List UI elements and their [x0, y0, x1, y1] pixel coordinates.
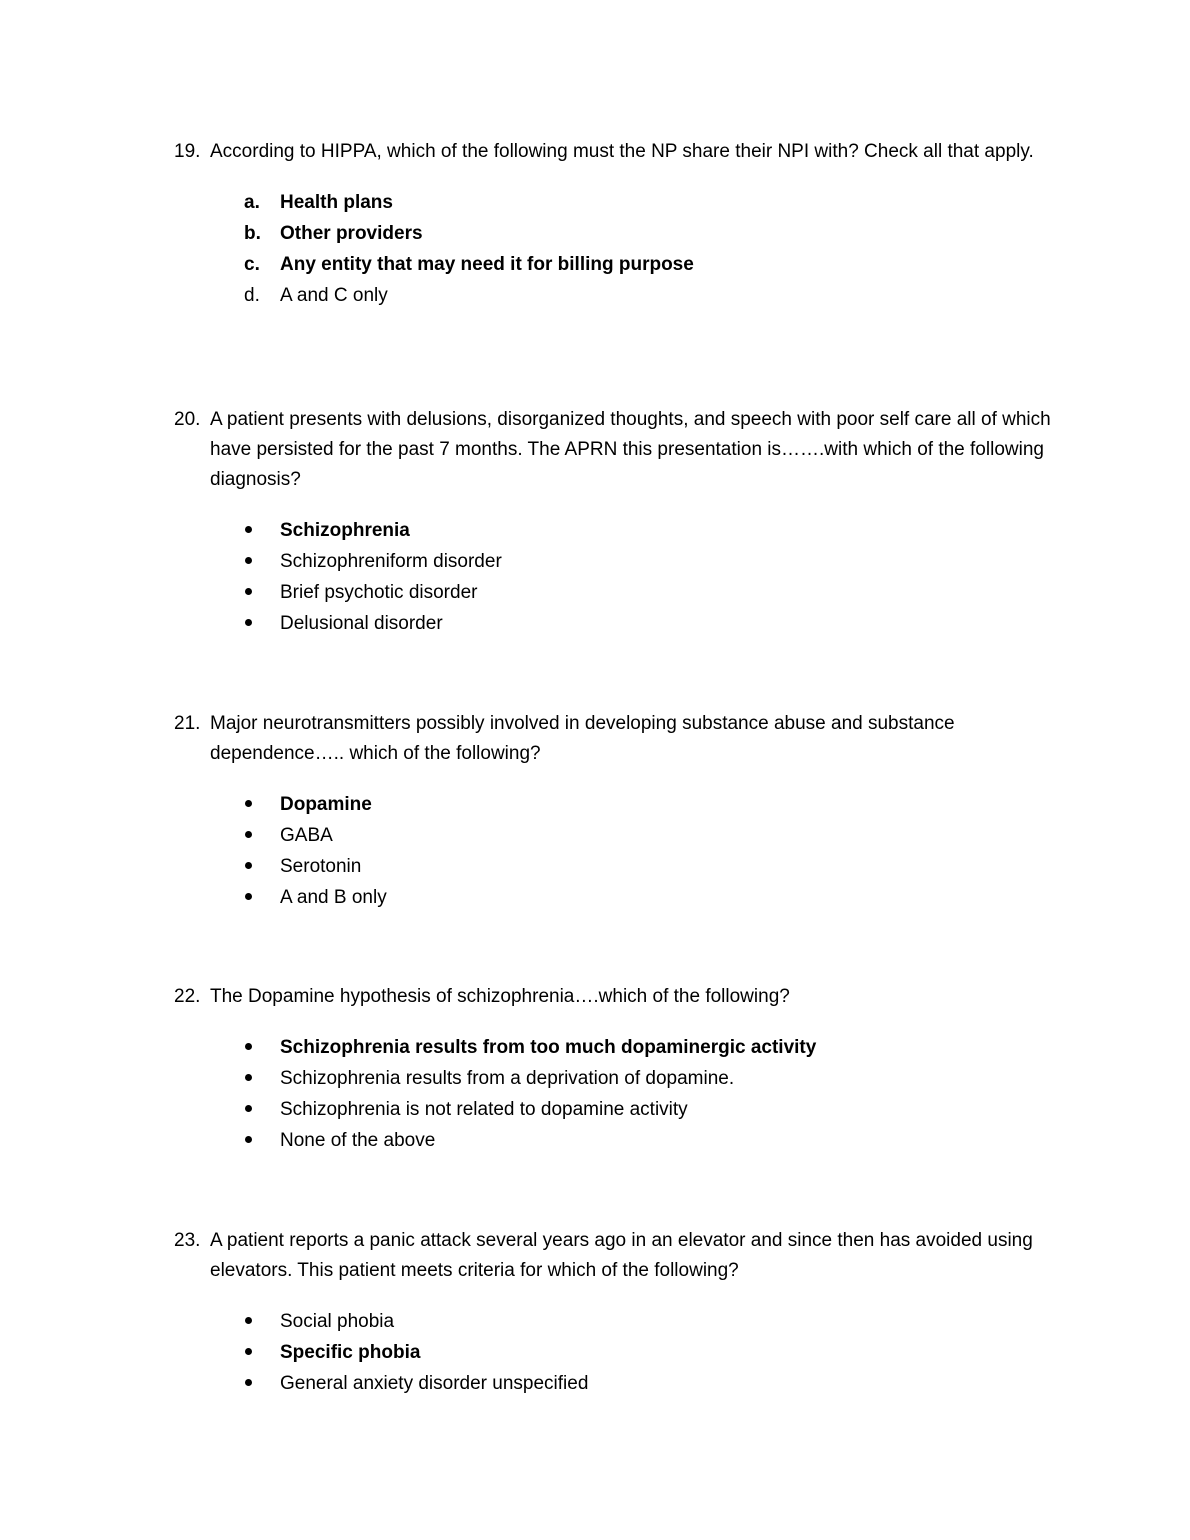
bullet-icon — [244, 1125, 280, 1156]
option-list — [244, 515, 1074, 639]
option-text: Serotonin — [280, 856, 362, 877]
question-text: According to HIPPA, which of the following must the NP share their NPI with? Check all that apply. — [210, 141, 1034, 162]
option-item — [244, 1094, 1074, 1125]
option-d — [244, 280, 1074, 311]
option-item — [244, 1063, 1074, 1094]
option-item — [244, 820, 1074, 851]
option-item — [244, 1125, 1074, 1156]
option-text: Schizophrenia results from too much dopaminergic activity — [280, 1037, 817, 1058]
option-c — [244, 249, 1074, 280]
bullet-icon — [244, 882, 280, 913]
question-stem — [174, 709, 1074, 769]
option-item — [244, 789, 1074, 820]
option-text: Social phobia — [280, 1311, 395, 1332]
option-text: A and B only — [280, 887, 387, 908]
option-text: General anxiety disorder unspecified — [280, 1373, 589, 1394]
option-text: Delusional disorder — [280, 613, 443, 634]
option-letter: c. — [244, 254, 260, 275]
question-stem — [174, 1226, 1074, 1286]
option-letter: a. — [244, 192, 260, 213]
question-number: 23. — [174, 1230, 201, 1251]
question-text: A patient reports a panic attack several years ago in an elevator and since then has avoided using elevators. This patient meets criteria for which of the following? — [210, 1230, 1033, 1281]
option-text: Any entity that may need it for billing purpose — [280, 254, 694, 275]
bullet-icon — [244, 546, 280, 577]
option-text: Specific phobia — [280, 1342, 421, 1363]
question-number: 20. — [174, 409, 201, 430]
option-list — [244, 1306, 1074, 1399]
option-item — [244, 882, 1074, 913]
bullet-icon — [244, 1368, 280, 1399]
question-number: 19. — [174, 141, 201, 162]
option-item — [244, 1306, 1074, 1337]
question-19 — [174, 137, 1074, 311]
option-text: Schizophreniform disorder — [280, 551, 502, 572]
option-text: Schizophrenia — [280, 520, 410, 541]
option-item — [244, 1368, 1074, 1399]
question-text: Major neurotransmitters possibly involved in developing substance abuse and substance dependence….. which of the following? — [210, 713, 955, 764]
question-20 — [174, 405, 1074, 639]
option-text: A and C only — [280, 285, 388, 306]
bullet-icon — [244, 820, 280, 851]
option-text: Dopamine — [280, 794, 372, 815]
option-item — [244, 1032, 1074, 1063]
option-item — [244, 851, 1074, 882]
option-letter: b. — [244, 223, 261, 244]
option-b — [244, 218, 1074, 249]
option-text: Health plans — [280, 192, 393, 213]
option-list — [244, 1032, 1074, 1156]
option-text: Schizophrenia results from a deprivation of dopamine. — [280, 1068, 735, 1089]
option-item — [244, 577, 1074, 608]
question-stem — [174, 405, 1074, 495]
bullet-icon — [244, 1306, 280, 1337]
option-item — [244, 608, 1074, 639]
option-text: Other providers — [280, 223, 423, 244]
option-text: None of the above — [280, 1130, 436, 1151]
bullet-icon — [244, 1337, 280, 1368]
question-text: The Dopamine hypothesis of schizophrenia….which of the following? — [210, 986, 790, 1007]
bullet-icon — [244, 789, 280, 820]
bullet-icon — [244, 851, 280, 882]
question-number: 22. — [174, 986, 201, 1007]
option-text: Schizophrenia is not related to dopamine activity — [280, 1099, 688, 1120]
question-21 — [174, 709, 1074, 913]
question-stem — [174, 137, 1074, 167]
option-item — [244, 515, 1074, 546]
bullet-icon — [244, 1063, 280, 1094]
bullet-icon — [244, 577, 280, 608]
bullet-icon — [244, 1032, 280, 1063]
bullet-icon — [244, 608, 280, 639]
option-text: Brief psychotic disorder — [280, 582, 478, 603]
option-item — [244, 1337, 1074, 1368]
option-letter: d. — [244, 285, 260, 306]
question-stem — [174, 982, 1074, 1012]
option-a — [244, 187, 1074, 218]
bullet-icon — [244, 1094, 280, 1125]
option-item — [244, 546, 1074, 577]
question-23 — [174, 1226, 1074, 1399]
option-list — [244, 187, 1074, 311]
bullet-icon — [244, 515, 280, 546]
option-list — [244, 789, 1074, 913]
question-number: 21. — [174, 713, 201, 734]
question-text: A patient presents with delusions, disorganized thoughts, and speech with poor self care all of which have persisted for the past 7 months. The APRN this presentation is…….with which of the following diagnosis? — [210, 409, 1051, 490]
option-text: GABA — [280, 825, 333, 846]
question-22 — [174, 982, 1074, 1156]
